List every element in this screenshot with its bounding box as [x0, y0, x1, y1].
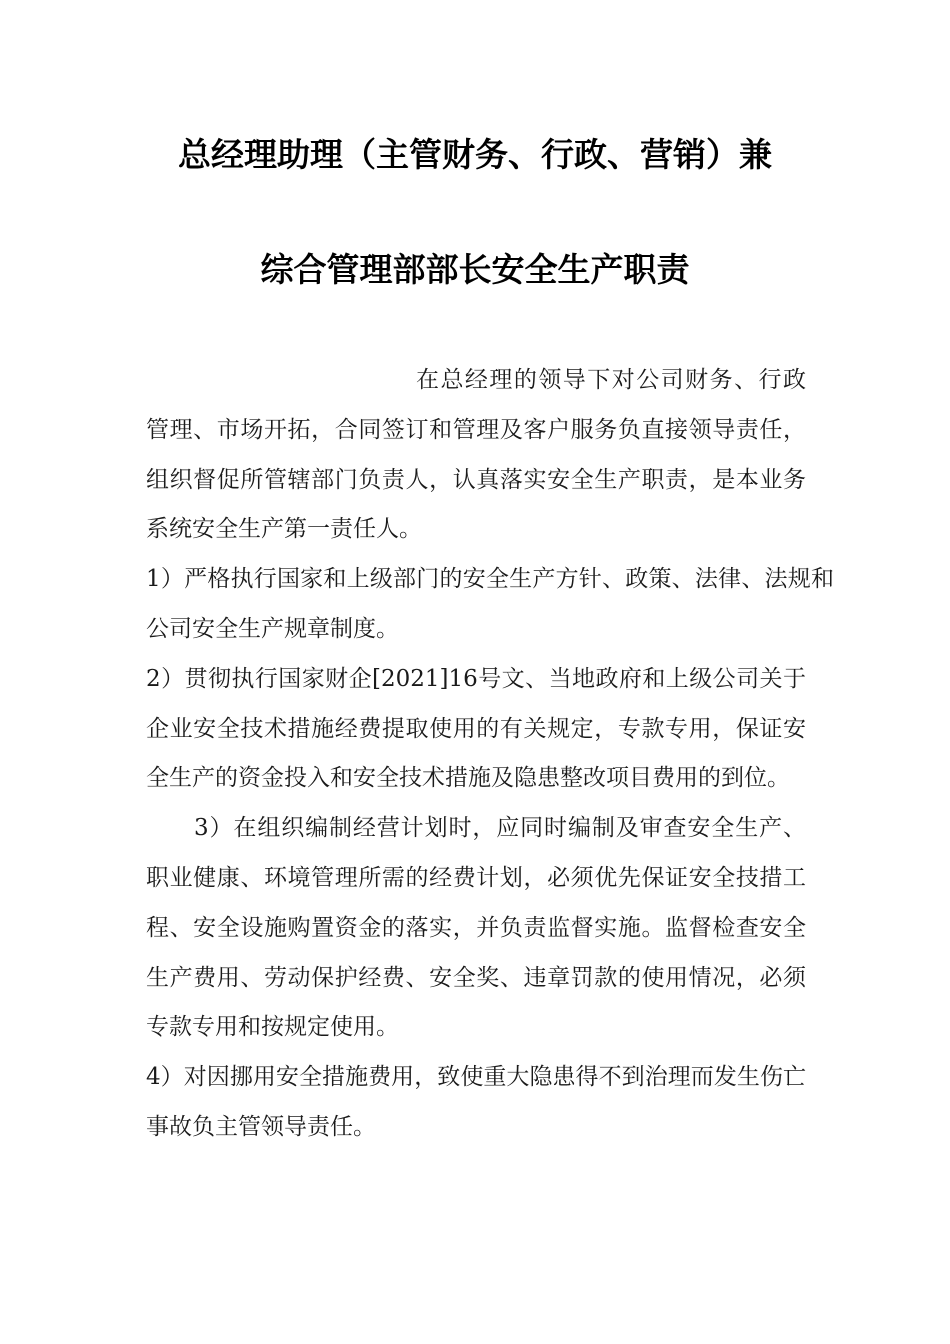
- paragraph-item-3: 3）在组织编制经营计划时，应同时编制及审查安全生产、职业健康、环境管理所需的经费计划，必须优先保证安全技措工程、安全设施购置资金的落实，并负责监督实施。监督检查安全生产费用、劳动保护经费、安全奖、违章罚款的使用情况，必须专款专用和按规定使用。: [146, 815, 806, 1041]
- paragraph-item-1: 1）严格执行国家和上级部门的安全生产方针、政策、法律、法规和公司安全生产规章制度。: [146, 566, 834, 642]
- document-title-line-2: 综合管理部部长安全生产职责: [260, 250, 690, 289]
- paragraph-intro: 在总经理的领导下对公司财务、行政管理、市场开拓，合同签订和管理及客户服务负直接领导责任，组织督促所管辖部门负责人，认真落实安全生产职责，是本业务系统安全生产第一责任人。: [146, 367, 806, 543]
- document-body: [146, 356, 834, 1153]
- paragraph-item-2: 2）贯彻执行国家财企[2021]16号文、当地政府和上级公司关于企业安全技术措施经费提取使用的有关规定，专款专用，保证安全生产的资金投入和安全技术措施及隐患整改项目费用的到位。: [146, 665, 806, 792]
- document-title-line-1: 总经理助理（主管财务、行政、营销）兼: [178, 135, 772, 174]
- paragraph-item-4: 4）对因挪用安全措施费用，致使重大隐患得不到治理而发生伤亡事故负主管领导责任。: [146, 1064, 806, 1140]
